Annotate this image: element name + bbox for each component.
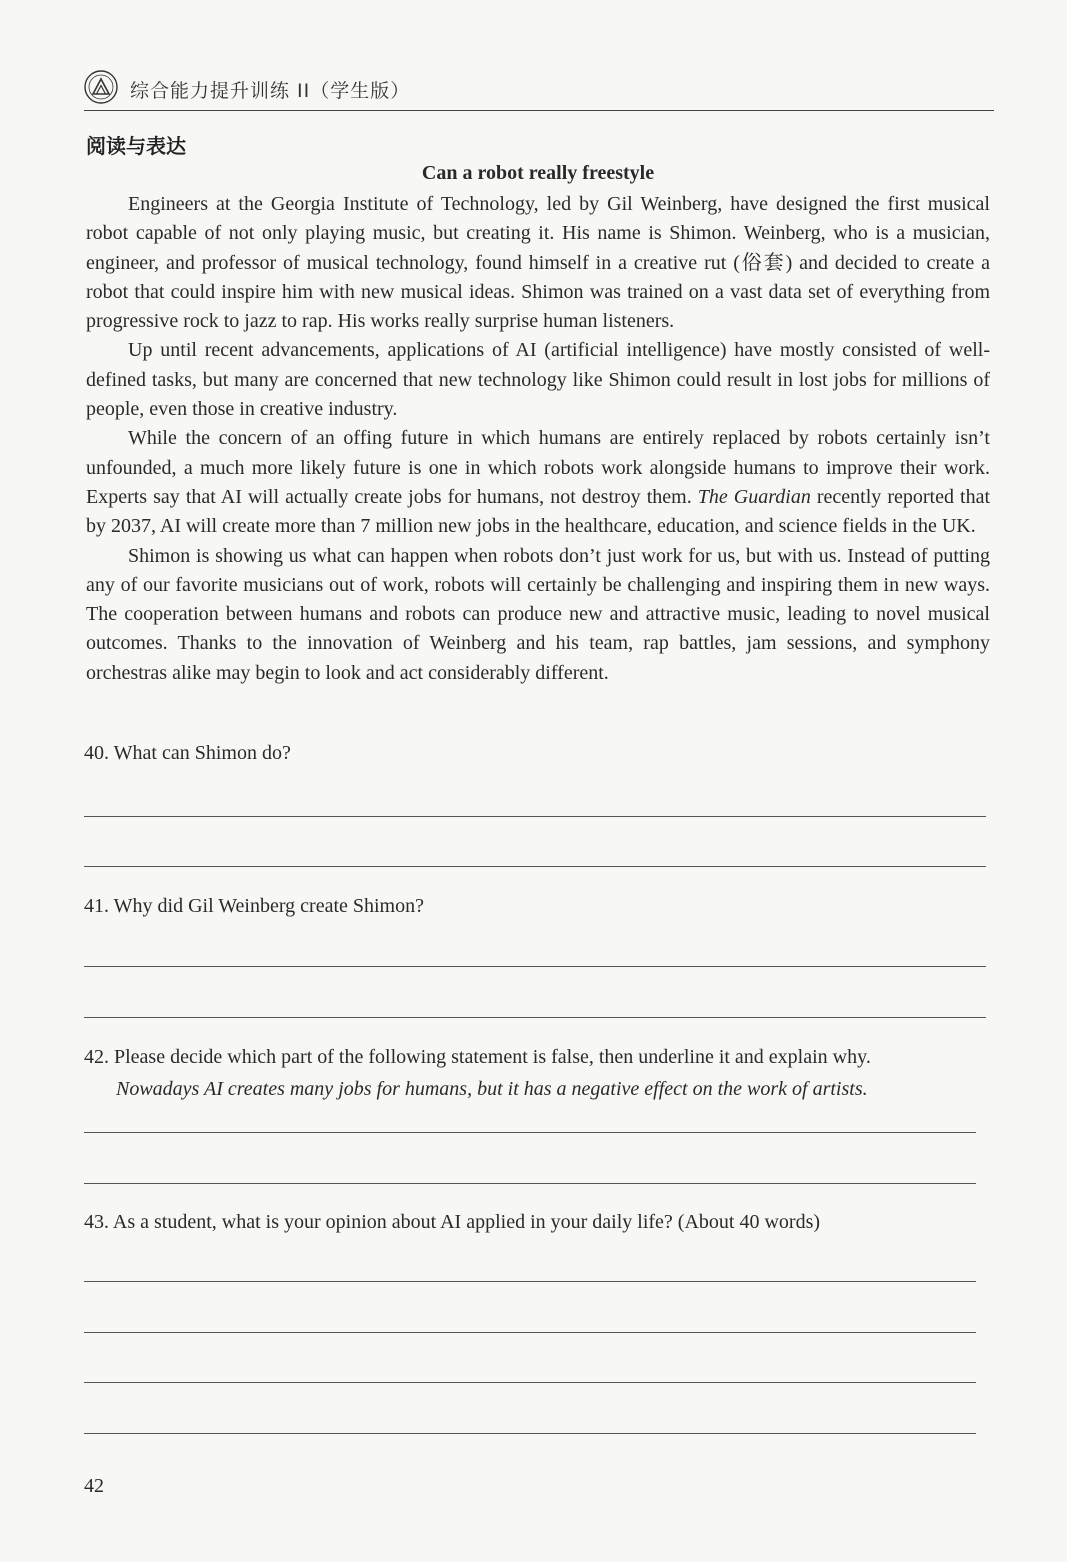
- answer-line[interactable]: [84, 1183, 976, 1184]
- article-paragraph: Shimon is showing us what can happen when robots don’t just work for us, but with us. Instead of putting any of our favorite musicians out of work, robots will certainly be challenging and inspiring them in new ways. The cooperation between humans and robots can produce new and attractive music, leading to novel musical outcomes. Thanks to the innovation of Weinberg and his team, rap battles, jam sessions, and symphony orchestras alike may begin to look and act considerably different.: [86, 544, 990, 684]
- answer-line[interactable]: [84, 1132, 976, 1133]
- article-paragraph: Engineers at the Georgia Institute of Technology, led by Gil Weinberg, have designed the first musical robot capable of not only playing music, but creating it. His name is Shimon. Weinberg, who is a musician, engineer, and professor of musical technology, found himself in a creative rut (俗套) and decided to create a robot that could inspire him with new musical ideas. Shimon was trained on a vast data set of everything from progressive rock to jazz to rap. His works really surprise human listeners.: [86, 193, 990, 333]
- article-body: [86, 190, 990, 688]
- paragraph-text: While the concern of an offing future in which humans are entirely replaced by robots certainly isn’t unfounded, a much more likely future is one in which robots work alongside humans to improve their work. Experts say that AI will actually create jobs for humans, not destroy them.: [86, 427, 990, 508]
- answer-line[interactable]: [84, 1433, 976, 1434]
- section-title: 阅读与表达: [86, 134, 186, 158]
- publication-name: The Guardian: [697, 485, 811, 508]
- answer-line[interactable]: [84, 966, 986, 967]
- article-title: Can a robot really freestyle: [421, 162, 655, 184]
- question-42-statement: Nowadays AI creates many jobs for humans, but it has a negative effect on the work of artists.: [116, 1078, 868, 1100]
- book-title: 综合能力提升训练 II（学生版）: [130, 80, 411, 102]
- question-43: 43. As a student, what is your opinion about AI applied in your daily life? (About 40 words): [84, 1211, 821, 1233]
- answer-line[interactable]: [84, 1332, 976, 1333]
- answer-line[interactable]: [84, 866, 986, 867]
- answer-line[interactable]: [84, 1382, 976, 1383]
- page-number: 42: [84, 1475, 104, 1497]
- question-42: 42. Please decide which part of the following statement is false, then underline it and explain why.: [84, 1046, 871, 1068]
- answer-line[interactable]: [84, 1017, 986, 1018]
- question-41: 41. Why did Gil Weinberg create Shimon?: [84, 895, 424, 917]
- article-paragraph: Up until recent advancements, applications of AI (artificial intelligence) have mostly consisted of well-defined tasks, but many are concerned that new technology like Shimon could result in lost jobs for millions of people, even those in creative industry.: [86, 339, 990, 421]
- article-paragraph: [86, 424, 990, 541]
- question-40: 40. What can Shimon do?: [84, 742, 291, 764]
- page-header: [84, 70, 994, 111]
- answer-line[interactable]: [84, 816, 986, 817]
- paragraph-text: recently reported that by 2037, AI will create more than 7 million new jobs in the healthcare, education, and science fields in the UK.: [86, 485, 990, 538]
- answer-line[interactable]: [84, 1281, 976, 1282]
- publisher-logo-icon: [84, 70, 118, 104]
